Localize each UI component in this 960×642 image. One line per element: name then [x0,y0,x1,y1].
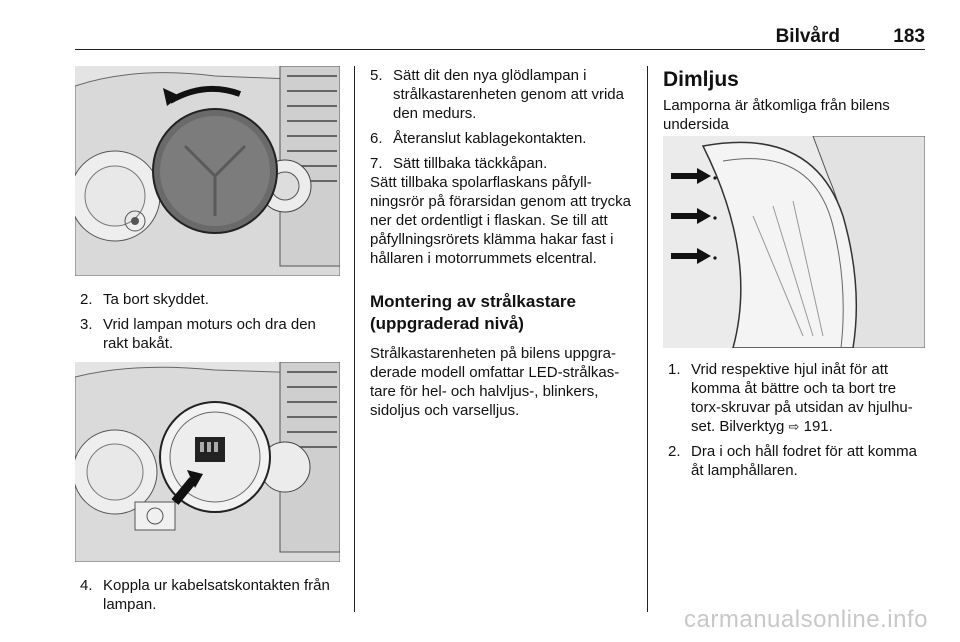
step-item [370,154,635,173]
step-text: Sätt tillbaka täckkåpan. [393,155,548,172]
step-item [370,129,635,148]
section-subheading: Montering av strålkastare (uppgraderad nivå) [370,292,576,333]
fog-lights-intro: Lamporna är åtkomliga från bilens undersida [663,97,890,133]
step-text: Återanslut kablagekontakten. [393,130,587,147]
headlamp-cover-illustration [75,66,340,276]
step-text: Ta bort skyddet. [103,291,209,308]
step-text: Sätt dit den nya glödlampan i strålkastarenheten genom att vrida den medurs. [393,67,624,122]
step-number: 4. [80,577,93,594]
step-number: 5. [370,67,383,84]
step-number: 6. [370,130,383,147]
figure-wheel-arch [663,136,925,348]
column-divider [354,66,355,612]
led-headlamp-paragraph: Strålkastarenheten på bilens uppgraderade modell omfattar LED-strålkastare för hel- och halvljus-, blinkers, sidoljus och varselljus. [370,345,620,419]
step-item [668,360,930,436]
page-header [75,20,925,50]
step-text: Vrid lampan moturs och dra den rakt bakåt. [103,316,316,352]
step-number: 3. [80,316,93,333]
step-item [370,66,635,123]
figure-bulb-removal [75,362,340,562]
steps-list-right [668,360,930,486]
watermark: carmanualsonline.info [684,606,928,633]
step-item [80,576,345,614]
steps-list-b [80,576,345,620]
page-number: 183 [893,26,925,47]
step-item [80,290,345,309]
section-title: Bilvård [775,26,840,47]
wheel-arch-illustration [663,136,925,348]
step-number: 2. [668,443,681,460]
fog-lights-heading: Dimljus [663,68,739,91]
step-number: 1. [668,361,681,378]
refit-filler-paragraph: Sätt tillbaka spolarflaskans påfyllningsrör på förarsidan genom att trycka ner det ordentligt i flaskan. Se till att påfyllningsrörets klämma hakar fast i hållaren i motorrummets elcentral. [370,174,631,267]
step-item [668,442,930,480]
step-item [80,315,345,353]
arrow-right-outline-icon: ⇨ [788,419,800,434]
steps-list-middle [370,66,635,179]
step-number: 7. [370,155,383,172]
column-divider [647,66,648,612]
page-reference-link[interactable]: 191. [803,418,833,435]
step-text: Vrid respektive hjul inåt för att komma åt bättre och ta bort tre torx-skruvar på utsidan av hjulhuset. Bilverktyg [691,361,913,435]
steps-list-a [80,290,345,359]
figure-headlamp-cover [75,66,340,276]
step-text: Koppla ur kabelsatskontakten från lampan. [103,577,330,613]
bulb-removal-illustration [75,362,340,562]
step-number: 2. [80,291,93,308]
step-text: Dra i och håll fodret för att komma åt lamphållaren. [691,443,917,479]
